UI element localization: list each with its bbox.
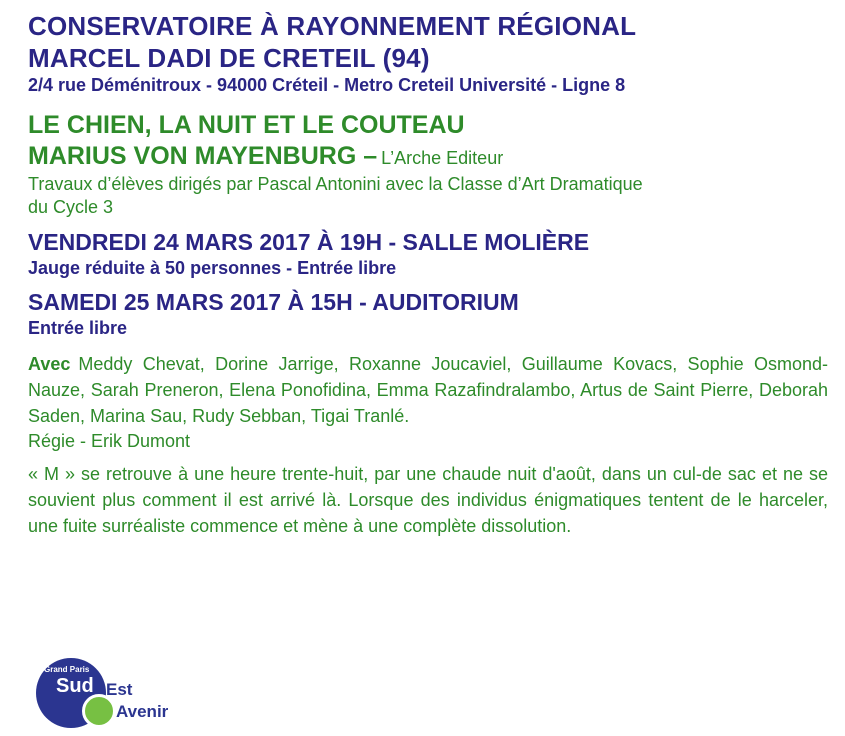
venue-name-line2: MARCEL DADI DE CRETEIL (94) <box>28 43 430 73</box>
author-name: MARIUS VON MAYENBURG – <box>28 142 378 170</box>
cast-label: Avec <box>28 354 71 374</box>
performance-date-1: VENDREDI 24 MARS 2017 À 19H - SALLE MOLIÈRE <box>28 229 590 255</box>
logo-text-est: Est <box>106 680 133 699</box>
show-description <box>28 173 828 219</box>
description-line-2: du Cycle 3 <box>28 197 114 217</box>
cast-names: Meddy Chevat, Dorine Jarrige, Roxanne Joucaviel, Guillaume Kovacs, Sophie Osmond-Nauze, Sarah Preneron, Elena Ponofidina, Emma Razafindralambo, Artus de Saint Pierre, Deborah Saden, Marina Sau, Rudy Sebban, Tigai Tranlé. <box>28 354 828 426</box>
performance-note-1: Jauge réduite à 50 personnes - Entrée libre <box>28 258 397 278</box>
logo-text-avenir: Avenir <box>116 702 169 721</box>
synopsis: « M » se retrouve à une heure trente-huit, par une chaude nuit d'août, dans un cul-de sac et ne se souvient plus comment il est arrivé là. Lorsque des individus énigmatiques tentent de le harceler, une fuite surréaliste commence et mène à une complète dissolution. <box>28 464 828 536</box>
logo-text-sud: Sud <box>56 675 94 697</box>
flyer <box>28 10 828 539</box>
venue-name-line1: CONSERVATOIRE À RAYONNEMENT RÉGIONAL <box>28 11 637 41</box>
logo-text-grand-paris: Grand Paris <box>44 665 90 674</box>
description-line-1: Travaux d’élèves dirigés par Pascal Antonini avec la Classe d’Art Dramatique <box>28 174 643 194</box>
grand-paris-sud-est-avenir-logo <box>36 658 176 730</box>
venue-address: 2/4 rue Déménitroux - 94000 Créteil - Metro Creteil Université - Ligne 8 <box>28 75 626 95</box>
show-title: LE CHIEN, LA NUIT ET LE COUTEAU <box>28 111 465 139</box>
cast-list <box>28 351 828 429</box>
author-line <box>28 141 828 173</box>
performance-note-2: Entrée libre <box>28 318 128 338</box>
performance-date-2: SAMEDI 25 MARS 2017 À 15H - AUDITORIUM <box>28 289 519 315</box>
publisher: L’Arche Editeur <box>381 148 504 168</box>
regie: Régie - Erik Dumont <box>28 431 191 451</box>
